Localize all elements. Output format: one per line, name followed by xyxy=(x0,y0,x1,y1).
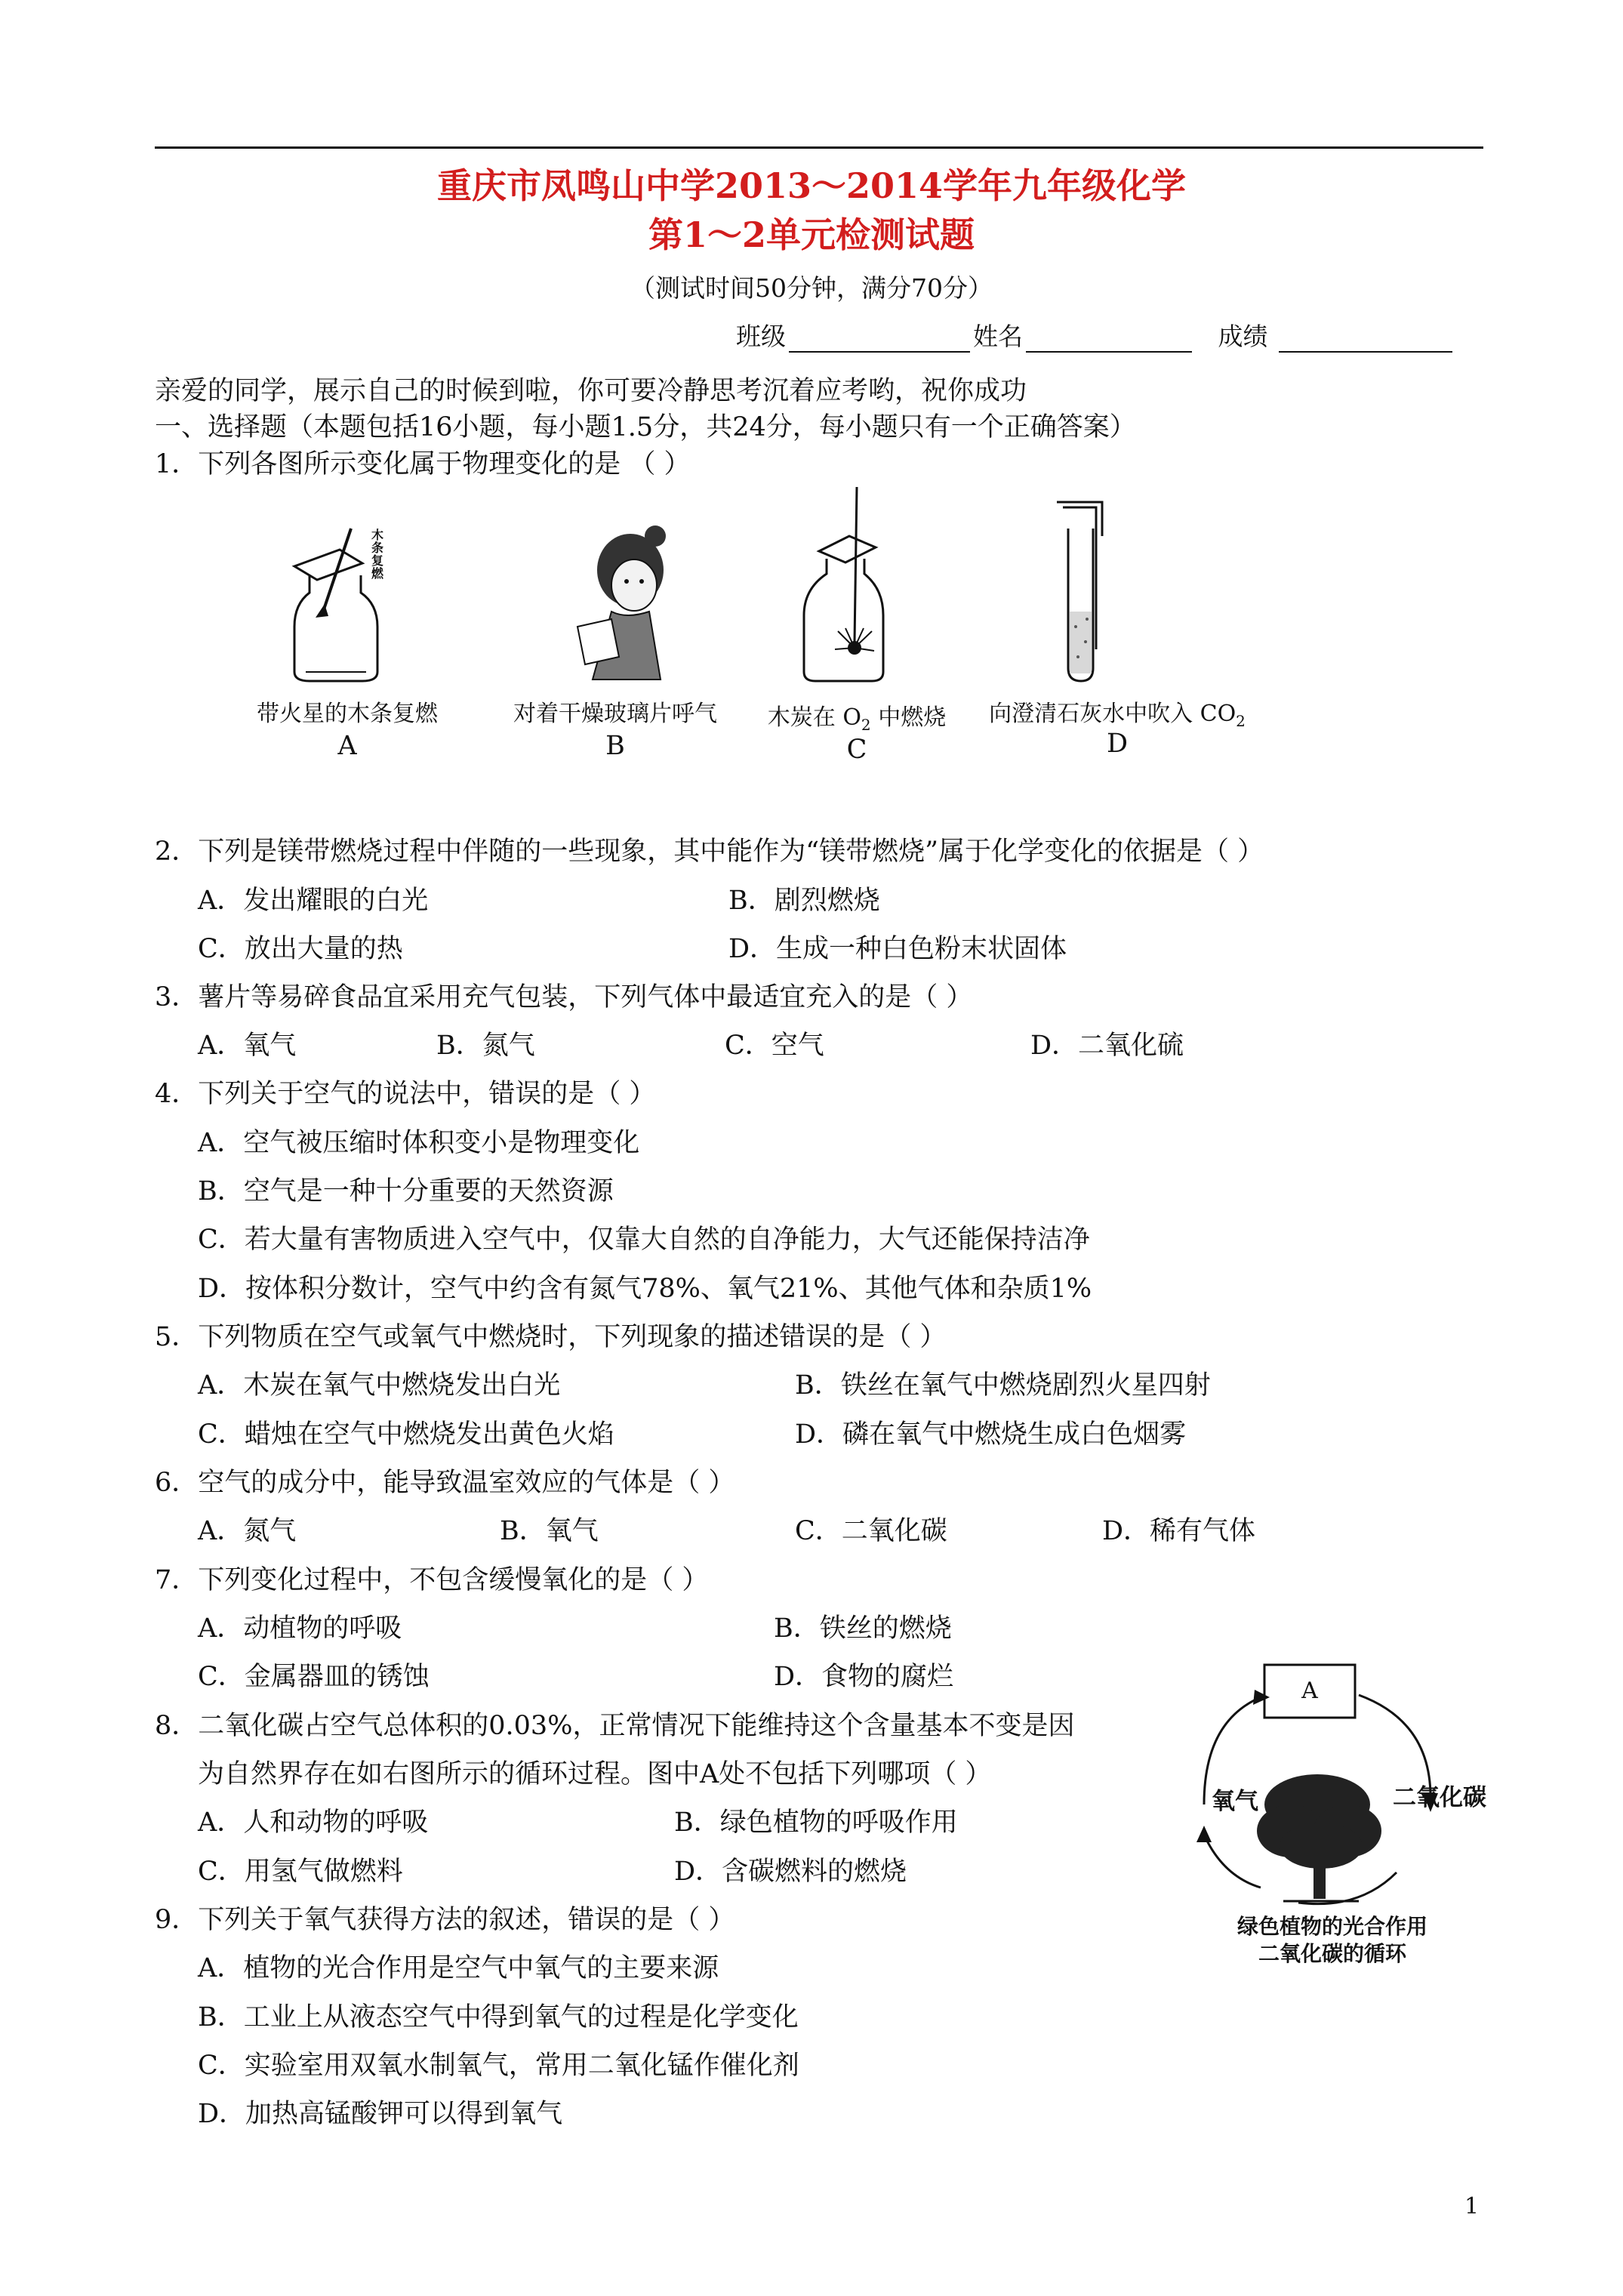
score-field[interactable] xyxy=(1279,328,1452,353)
figure-c-charcoal-in-o2 xyxy=(785,483,898,687)
question-1-stem: 1．下列各图所示变化属于物理变化的是 （ ） xyxy=(155,449,691,479)
question-8-option-a[interactable]: A．人和动物的呼吸 xyxy=(198,1808,429,1838)
figure-d-test-tube xyxy=(1042,498,1125,687)
question-7-option-d[interactable]: D．食物的腐烂 xyxy=(774,1662,954,1692)
section-heading: 一、选择题（本题包括16小题，每小题1.5分，共24分，每小题只有一个正确答案） xyxy=(155,412,1136,442)
figure-c-caption: 木炭在 $O_2$ 中燃烧 xyxy=(767,704,947,734)
question-3-option-b[interactable]: B．氮气 xyxy=(436,1031,535,1061)
question-6-option-d[interactable]: D．稀有气体 xyxy=(1102,1516,1256,1546)
question-7-option-c[interactable]: C．金属器皿的锈蚀 xyxy=(198,1662,430,1692)
question-5-stem: 5．下列物质在空气或氧气中燃烧时，下列现象的描述错误的是（ ） xyxy=(155,1322,947,1352)
question-3-stem: 3．薯片等易碎食品宜采用充气包装，下列气体中最适宜充入的是（ ） xyxy=(155,982,973,1012)
question-9-option-a[interactable]: A．植物的光合作用是空气中氧气的主要来源 xyxy=(198,1953,719,1983)
question-7-stem: 7．下列变化过程中，不包含缓慢氧化的是（ ） xyxy=(155,1565,709,1595)
question-4-option-c[interactable]: C．若大量有害物质进入空气中，仅靠大自然的自净能力，大气还能保持洁净 xyxy=(198,1225,1090,1255)
figure-a-caption: 带火星的木条复燃 xyxy=(257,701,438,727)
question-5-option-a[interactable]: A．木炭在氧气中燃烧发出白光 xyxy=(198,1370,561,1401)
cycle-right-label: 二氧化碳 xyxy=(1393,1784,1486,1811)
class-label: 班级 xyxy=(736,322,786,351)
figure-c-letter: C xyxy=(846,735,867,765)
cycle-caption-2: 二氧化碳的循环 xyxy=(1258,1941,1406,1966)
question-7-option-a[interactable]: A．动植物的呼吸 xyxy=(198,1613,402,1644)
figure-a-label: 木条复燃 xyxy=(371,528,384,581)
title-line-2: 第1～2单元检测试题 xyxy=(648,214,975,255)
question-7-option-b[interactable]: B．铁丝的燃烧 xyxy=(774,1613,952,1644)
question-9-option-d[interactable]: D．加热高锰酸钾可以得到氧气 xyxy=(198,2099,563,2129)
question-6-option-c[interactable]: C．二氧化碳 xyxy=(795,1516,947,1546)
score-label: 成绩 xyxy=(1218,322,1268,351)
class-field[interactable] xyxy=(789,328,970,353)
question-2-option-d[interactable]: D．生成一种白色粉末状固体 xyxy=(728,934,1067,964)
question-6-stem: 6．空气的成分中，能导致温室效应的气体是（ ） xyxy=(155,1468,735,1498)
question-9-stem: 9．下列关于氧气获得方法的叙述，错误的是（ ） xyxy=(155,1905,735,1935)
top-rule xyxy=(155,146,1483,149)
question-2-option-b[interactable]: B．剧烈燃烧 xyxy=(728,886,880,916)
question-2-option-a[interactable]: A．发出耀眼的白光 xyxy=(198,886,429,916)
question-3-option-c[interactable]: C．空气 xyxy=(725,1031,824,1061)
student-info-line xyxy=(736,317,1455,353)
question-3-option-d[interactable]: D．二氧化硫 xyxy=(1030,1031,1184,1061)
cycle-left-label: 氧气 xyxy=(1212,1788,1258,1815)
question-5-option-d[interactable]: D．磷在氧气中燃烧生成白色烟雾 xyxy=(795,1419,1187,1450)
question-5-option-b[interactable]: B．铁丝在氧气中燃烧剧烈火星四射 xyxy=(795,1370,1211,1401)
question-8-option-b[interactable]: B．绿色植物的呼吸作用 xyxy=(674,1808,958,1838)
figure-d-letter: D xyxy=(1106,729,1129,759)
figure-a-letter: A xyxy=(337,731,357,761)
figure-d-caption: 向澄清石灰水中吹入 $CO_2$ xyxy=(989,701,1246,730)
title-line-1: 重庆市凤鸣山中学2013～2014学年九年级化学 xyxy=(436,165,1187,206)
question-9-option-b[interactable]: B．工业上从液态空气中得到氧气的过程是化学变化 xyxy=(198,2002,799,2032)
figure-b-girl-breathing xyxy=(559,513,672,687)
question-8-stem-line-2: 为自然界存在如右图所示的循环过程。图中A处不包括下列哪项（ ） xyxy=(198,1759,992,1789)
name-label: 姓名 xyxy=(973,322,1023,351)
intro-text: 亲爱的同学，展示自己的时候到啦，你可要冷静思考沉着应考哟，祝你成功 xyxy=(155,376,1027,406)
figure-b-letter: B xyxy=(605,731,625,761)
cycle-caption-1: 绿色植物的光合作用 xyxy=(1236,1914,1427,1939)
time-info: （测试时间50分钟，满分70分） xyxy=(630,273,993,303)
figure-b-caption: 对着干燥玻璃片呼气 xyxy=(513,701,717,727)
question-6-option-a[interactable]: A．氮气 xyxy=(198,1516,297,1546)
question-4-option-b[interactable]: B．空气是一种十分重要的天然资源 xyxy=(198,1176,614,1207)
question-4-stem: 4．下列关于空气的说法中，错误的是（ ） xyxy=(155,1079,656,1109)
question-2-stem: 2．下列是镁带燃烧过程中伴随的一些现象，其中能作为“镁带燃烧”属于化学变化的依据是（ ） xyxy=(155,837,1264,867)
name-field[interactable] xyxy=(1026,328,1192,353)
cycle-box-label: A xyxy=(1301,1678,1318,1704)
question-4-option-d[interactable]: D．按体积分数计，空气中约含有氮气78%、氧气21%、其他气体和杂质1% xyxy=(198,1274,1092,1304)
page-number: 1 xyxy=(1464,2193,1480,2220)
question-2-option-c[interactable]: C．放出大量的热 xyxy=(198,934,403,964)
question-9-option-c[interactable]: C．实验室用双氧水制氧气，常用二氧化锰作催化剂 xyxy=(198,2051,799,2081)
question-6-option-b[interactable]: B．氧气 xyxy=(500,1516,599,1546)
question-5-option-c[interactable]: C．蜡烛在空气中燃烧发出黄色火焰 xyxy=(198,1419,614,1450)
question-8-option-c[interactable]: C．用氢气做燃料 xyxy=(198,1857,403,1887)
question-8-stem-line-1: 8．二氧化碳占空气总体积的0.03%，正常情况下能维持这个含量基本不变是因 xyxy=(155,1711,1075,1741)
question-4-option-a[interactable]: A．空气被压缩时体积变小是物理变化 xyxy=(198,1128,640,1158)
question-3-option-a[interactable]: A．氧气 xyxy=(198,1031,297,1061)
question-8-option-d[interactable]: D．含碳燃料的燃烧 xyxy=(674,1857,907,1887)
